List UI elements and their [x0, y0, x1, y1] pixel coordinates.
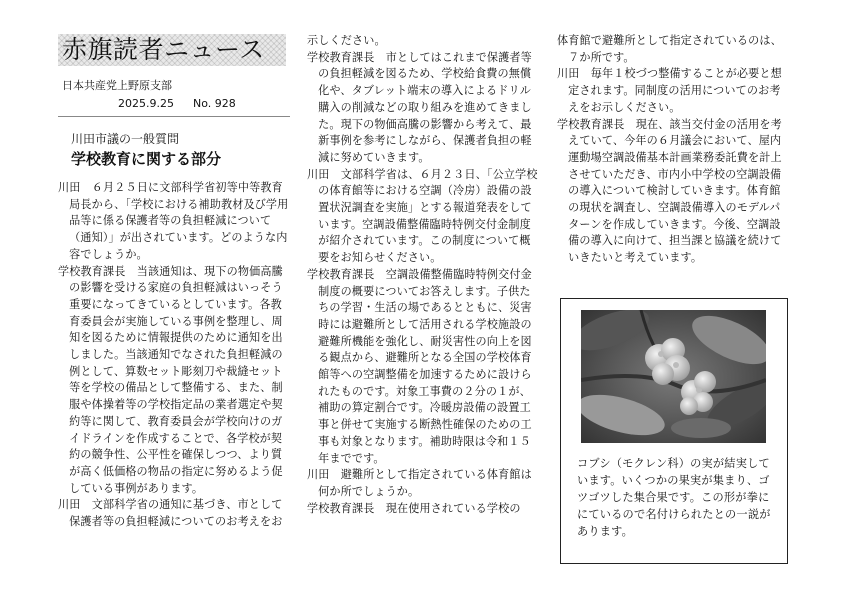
paragraph: 川田 文部科学省の通知に基づき、市として保護者等の負担軽減についてのお考えをお — [58, 498, 283, 529]
article-headline: 学校教育に関する部分 — [71, 150, 222, 168]
photo-caption: コブシ（モクレン科）の実が結実しています。いくつかの果実が集まり、ゴツゴツした集合果です。この形が拳ににているので名付けられたとの一説があります。 — [577, 457, 771, 538]
article-column-2 — [307, 33, 539, 583]
paragraph: 川田 避難所として指定されている体育館は何か所でしょうか。 — [307, 468, 532, 498]
paragraph: 川田 毎年１校づつ整備することが必要と想定されます。同制度の活用についてのお考えをお示しください。 — [557, 67, 782, 114]
article-column-3 — [557, 33, 789, 293]
paragraph: 学校教育課長 市としてはこれまで保護者等の負担軽減を図るため、学校給食費の無償化や、タブレット端末の導入によるドリル購入の削減などの取り組みを進めてきました。現下の物価高騰の影響から考えて、最新事例を参考にしながら、保護者負担の軽減に努めていきます。 — [307, 50, 532, 164]
kobushi-fruit-photo — [581, 310, 766, 443]
paragraph: 川田 ６月２５日に文部科学省初等中等教育局長から、「学校における補助教材及び学用品等に係る保護者等の負担軽減について（通知）」が出されています。どのような内容でしょうか。 — [58, 181, 289, 261]
article-subheading: 川田市議の一般質問 — [71, 132, 180, 146]
paragraph: 体育館で避難所として指定されているのは、７か所です。 — [557, 34, 782, 64]
paragraph: 示しください。 — [307, 34, 386, 47]
paragraph: 学校教育課長 空調設備整備臨時特例交付金制度の概要についてお答えします。子供たちの学習・生活の場であるとともに、災害時には避難所として活用される学校施設の避難所機能を強化し、耐災害性の向上を図る観点から、避難所となる全国の学校体育館等への空調整備を加速するために設けられたものです。対象工事費の２分の１が、補助の算定割合です。冷暖房設備の設置工事と併せて実施する断熱性確保のための工事も対象となります。補助時限は令和１５年までです。 — [307, 267, 532, 465]
newsletter-title: 赤旗読者ニュース — [62, 35, 265, 64]
issue-date: 2025.9.25 — [118, 97, 174, 110]
photo-box — [560, 298, 788, 564]
publisher: 日本共産党上野原支部 — [62, 79, 172, 92]
paragraph: 学校教育課長 現在使用されている学校の — [307, 501, 521, 515]
paragraph: 学校教育課長 現在、該当交付金の活用を考えていて、今年の６月議会において、屋内運動場空調設備基本計画業務委託費を計上させていただき、市内小中学校の空調設備の導入について検討していきます。体育館の現状を調査し、空調設備導入のモデルパターンを作成していきます。今後、空調設備の導入に向けて、担当課と協議を続けていきたいと考えています。 — [557, 117, 782, 265]
masthead-banner — [58, 34, 286, 66]
paragraph: 学校教育課長 当該通知は、現下の物価高騰の影響を受ける家庭の負担軽減はいっそう重要になってきているとしています。各教育委員会が実施している事例を整理し、周知を図るために情報提供のために通知を出しました。当該通知でなされた負担軽減の例として、算数セット彫刻刀や裁縫セット等を学校の備品として整備する、また、制服や体操着等の学校指定品の業者選定や契約等に関して、教育委員会が学校向けのガイドラインを作成することで、各学校が契約の競争性、公平性を確保しつつ、より質が高く低価格の物品の指定に努めるよう促している事例があります。 — [58, 264, 283, 495]
paragraph: 川田 文部科学省は、６月２３日、「公立学校の体育館等における空調（冷房）設備の設置状況調査を実施」とする報道発表をしています。空調設備整備臨時特例交付金制度が紹介されています。この制度について概要をお知らせください。 — [307, 167, 538, 265]
issue-number: No. 928 — [193, 97, 236, 110]
masthead-rule — [58, 116, 290, 117]
article-column-1 — [58, 180, 290, 580]
